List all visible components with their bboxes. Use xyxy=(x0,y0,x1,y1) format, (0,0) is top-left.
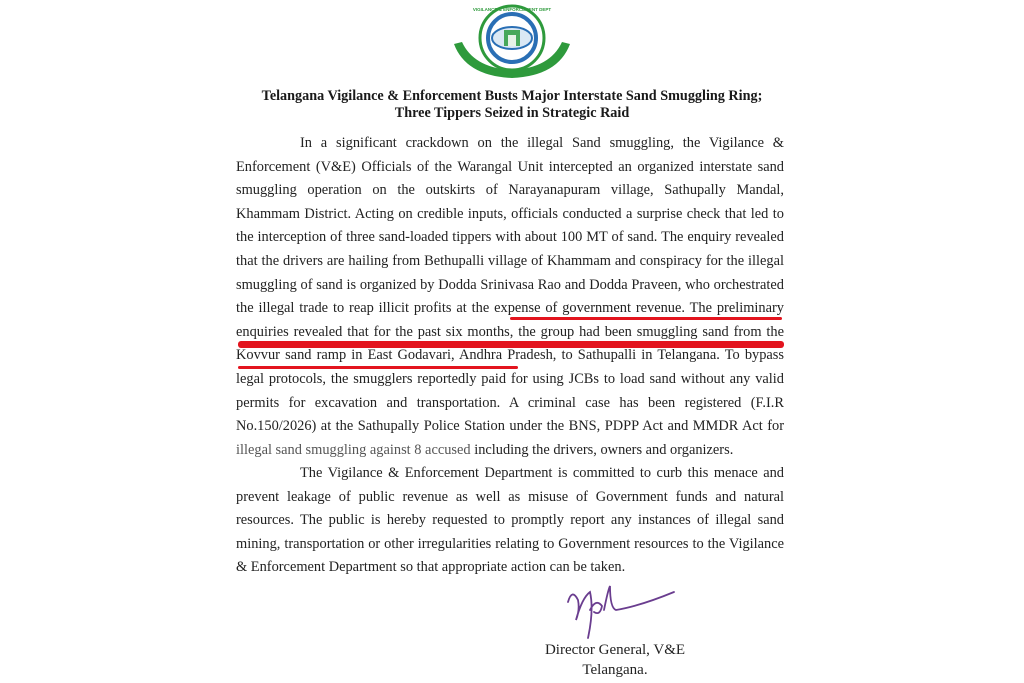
paragraph-1-intro: In a significant crackdown on the illegal Sand smuggling, the Vigilance & Enforcement (V&E) Officials of the Warangal Unit intercepted an organized interstate sand smuggling operation on the outskirts of Narayanapuram village, Sathupally Mandal, Khammam District. Acting on credible inputs, officials conducted a surprise check that led to the interception of three sand-loaded tippers with about 100 MT of sand. The enquiry revealed that the drivers are hailing from Bethupalli village of Khammam and conspiracy for the illegal smuggling of sand is organized by Dodda Srinivasa Rao and Dodda Praveen, who orchestrated the illegal trade to reap illicit profits at the expense of government revenue. xyxy=(236,135,784,317)
signature xyxy=(560,580,680,640)
body-paragraph-2 xyxy=(236,462,784,580)
paragraph-1-continued: To bypass legal protocols, the smugglers reportedly paid for using JCBs to load sand without any valid permits for excavation and transportation. A criminal case has been registered (F.I.R No.150/2026) at the Sathupally Police Station under the BNS, PDPP Act and MMDR Act for xyxy=(236,347,784,435)
body-paragraph-1 xyxy=(236,132,784,462)
paragraph-1-end: including the drivers, owners and organizers. xyxy=(470,441,734,458)
arch-inner xyxy=(508,35,516,46)
paragraph-1-faded-text: illegal sand smuggling against 8 accused xyxy=(236,441,471,458)
signatory-designation: Director General, V&E xyxy=(544,642,686,658)
title-line-1: Telangana Vigilance & Enforcement Busts Major Interstate Sand Smuggling Ring; xyxy=(261,88,763,104)
signatory-state: Telangana. xyxy=(582,662,648,678)
press-release-title xyxy=(236,88,788,122)
department-emblem-logo xyxy=(446,2,578,80)
title-line-2: Three Tippers Seized in Strategic Raid xyxy=(394,105,630,121)
paragraph-2-text: The Vigilance & Enforcement Department is committed to curb this menace and prevent leakage of public revenue as well as misuse of Government funds and natural resources. The public is hereby requested to promptly report any instances of illegal sand mining, transportation or other irregularities relating to Government resources to the Vigilance & Enforcement Department so that appropriate action can be taken. xyxy=(236,465,784,576)
highlighted-finding: The preliminary enquiries revealed that for the past six months, the group had been smuggling sand from the Kovvur sand ramp in East Godavari, Andhra Pradesh, to Sathupalli in Telangana. xyxy=(236,300,784,364)
svg-text:VIGILANCE & ENFORCEMENT DEPT: VIGILANCE & ENFORCEMENT DEPT xyxy=(472,7,552,12)
